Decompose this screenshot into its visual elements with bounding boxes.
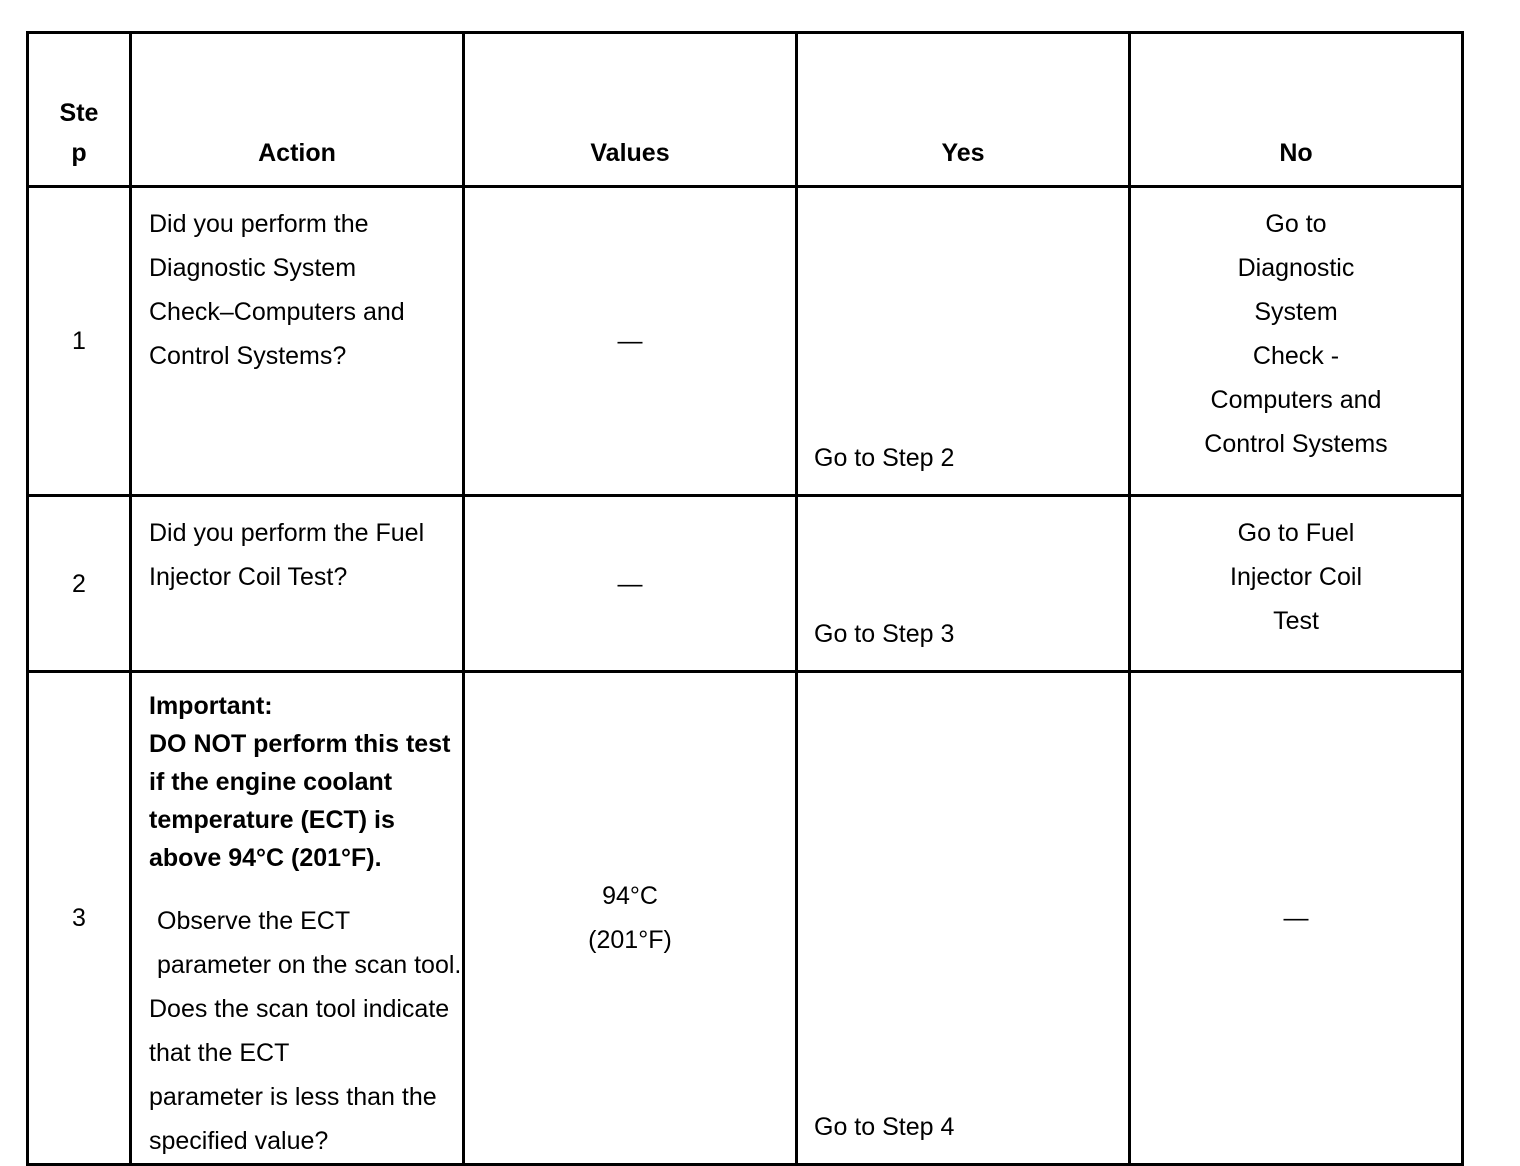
action-line: Did you perform the Diagnostic System bbox=[149, 210, 369, 282]
no-cell: — bbox=[1130, 672, 1463, 1165]
yes-cell: Go to Step 4 bbox=[797, 672, 1130, 1165]
no-line: Control Systems bbox=[1204, 430, 1388, 458]
important-line: DO NOT perform this test if the engine coolant bbox=[149, 730, 451, 796]
values-cell bbox=[464, 672, 797, 1165]
yes-cell: Go to Step 3 bbox=[797, 496, 1130, 672]
values-cell: — bbox=[464, 496, 797, 672]
spacer bbox=[149, 877, 462, 899]
step-number: 3 bbox=[28, 672, 131, 1165]
action-cell bbox=[131, 187, 464, 496]
table-row bbox=[28, 496, 1463, 672]
no-line: Injector Coil bbox=[1230, 563, 1362, 591]
value-line: (201°F) bbox=[588, 926, 672, 954]
yes-cell: Go to Step 2 bbox=[797, 187, 1130, 496]
action-line: parameter is less than the specified value? bbox=[149, 1083, 437, 1155]
action-line: Observe the ECT parameter on the scan tool. bbox=[157, 907, 462, 979]
no-cell bbox=[1130, 187, 1463, 496]
no-line: Check - bbox=[1252, 342, 1340, 370]
no-line: Test bbox=[1273, 607, 1319, 635]
no-line: Computers and bbox=[1210, 386, 1382, 414]
header-action: Action bbox=[131, 33, 464, 187]
action-line: Does the scan tool indicate that the ECT bbox=[149, 995, 450, 1067]
header-row bbox=[28, 33, 1463, 187]
no-cell bbox=[1130, 496, 1463, 672]
table-row bbox=[28, 672, 1463, 1165]
step-number: 2 bbox=[28, 496, 131, 672]
header-values: Values bbox=[464, 33, 797, 187]
table-row bbox=[28, 187, 1463, 496]
header-no: No bbox=[1130, 33, 1463, 187]
step-number: 1 bbox=[28, 187, 131, 496]
diagnostic-table bbox=[26, 31, 1464, 1166]
values-cell: — bbox=[464, 187, 797, 496]
no-line: System bbox=[1254, 298, 1338, 326]
important-line: temperature (ECT) is above 94°C (201°F). bbox=[149, 806, 395, 872]
header-step: Step bbox=[28, 33, 131, 187]
header-yes: Yes bbox=[797, 33, 1130, 187]
no-line: Go to Fuel bbox=[1237, 519, 1355, 547]
action-line: Did you perform the Fuel Injector Coil Test? bbox=[149, 519, 425, 591]
action-cell bbox=[131, 496, 464, 672]
action-line: Check–Computers and Control Systems? bbox=[149, 298, 405, 370]
action-cell bbox=[131, 672, 464, 1165]
no-line: Go to bbox=[1265, 210, 1327, 238]
important-label: Important: bbox=[149, 692, 273, 720]
no-line: Diagnostic bbox=[1237, 254, 1355, 282]
value-line: 94°C bbox=[602, 882, 658, 910]
